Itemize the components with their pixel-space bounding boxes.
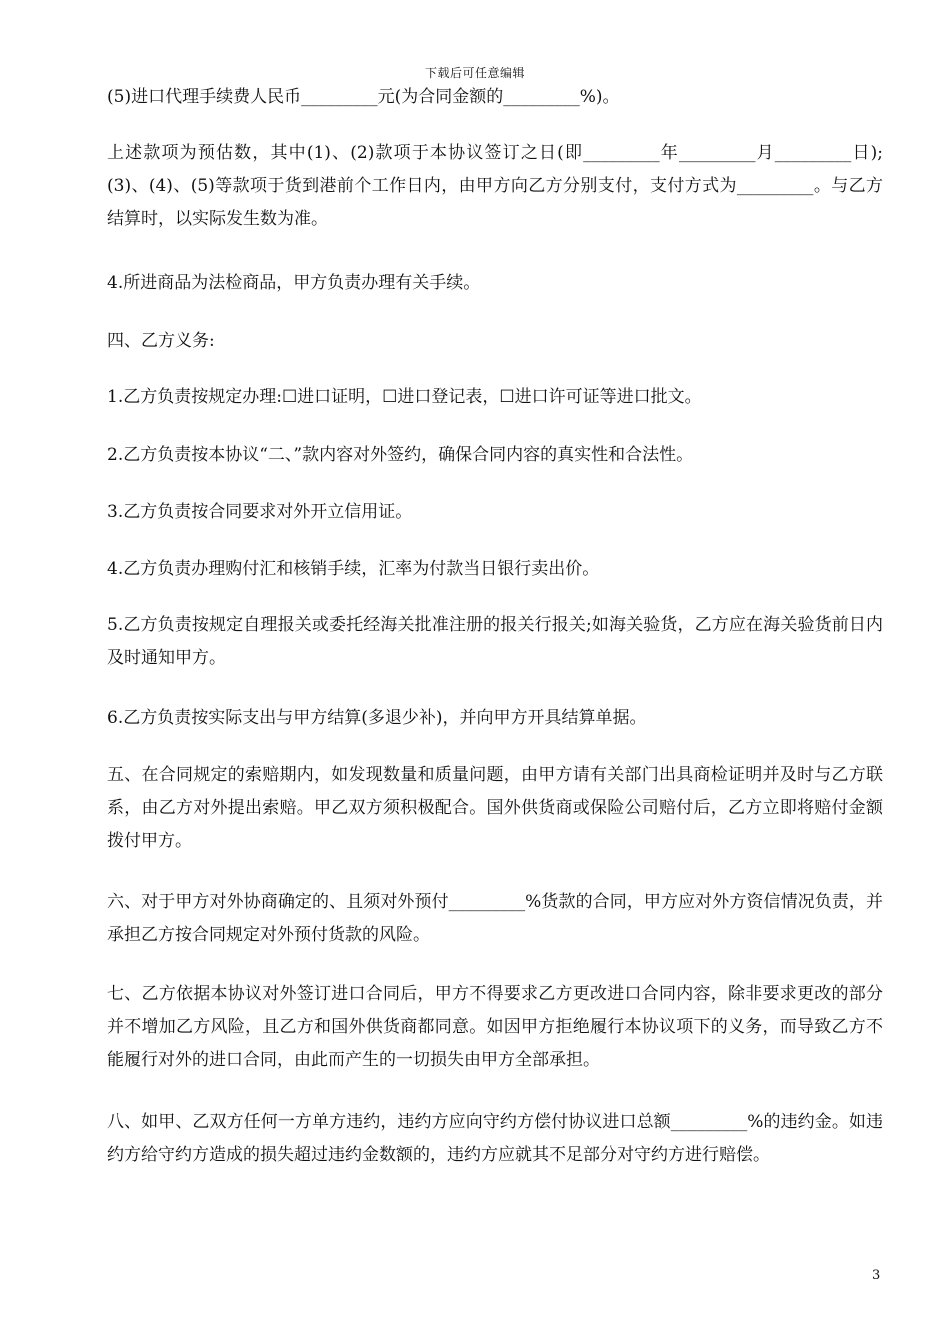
paragraph-inspection: 4.所进商品为法检商品，甲方负责办理有关手续。 — [107, 273, 481, 293]
paragraph-section-8: 八、如甲、乙双方任何一方单方违约，违约方应向守约方偿付协议进口总额_________%的违约金。如违约方给守约方造成的损失超过违约金数额的，违约方应就其不足部分对守约方进行赔偿。 — [107, 1112, 883, 1165]
paragraph-duty-4: 4.乙方负责办理购付汇和核销手续，汇率为付款当日银行卖出价。 — [107, 559, 600, 579]
page-header: 下载后可任意编辑 — [424, 66, 525, 80]
paragraph-duty-3: 3.乙方负责按合同要求对外开立信用证。 — [107, 502, 413, 522]
paragraph-fee: (5)进口代理手续费人民币_________元(为合同金额的_________%)。 — [107, 87, 620, 107]
paragraph-duty-6: 6.乙方负责按实际支出与甲方结算(多退少补)，并向甲方开具结算单据。 — [107, 708, 647, 728]
paragraph-duty-5: 5.乙方负责按规定自理报关或委托经海关批准注册的报关行报关;如海关验货，乙方应在海关验货前日内及时通知甲方。 — [107, 615, 883, 668]
paragraph-estimate: 上述款项为预估数，其中(1)、(2)款项于本协议签订之日(即_________年_________月_________日);(3)、(4)、(5)等款项于货到港前个工作日内，由甲方向乙方分别支付，支付方式为_________。与乙方结算时，以实际发生数为准。 — [107, 143, 883, 229]
page-number: 3 — [872, 1268, 881, 1283]
paragraph-duty-1: 1.乙方负责按规定办理:☐进口证明，☐进口登记表，☐进口许可证等进口批文。 — [107, 387, 702, 407]
paragraph-section-6: 六、对于甲方对外协商确定的、且须对外预付_________%货款的合同，甲方应对外方资信情况负责，并承担乙方按合同规定对外预付货款的风险。 — [107, 892, 883, 945]
section-heading-party-b-duties: 四、乙方义务: — [107, 331, 215, 351]
paragraph-duty-2: 2.乙方负责按本协议“二、”款内容对外签约，确保合同内容的真实性和合法性。 — [107, 445, 694, 465]
paragraph-section-7: 七、乙方依据本协议对外签订进口合同后，甲方不得要求乙方更改进口合同内容，除非要求更改的部分并不增加乙方风险，且乙方和国外供货商都同意。如因甲方拒绝履行本协议项下的义务，而导致乙方不能履行对外的进口合同，由此而产生的一切损失由甲方全部承担。 — [107, 984, 883, 1070]
paragraph-section-5: 五、在合同规定的索赔期内，如发现数量和质量问题，由甲方请有关部门出具商检证明并及时与乙方联系，由乙方对外提出索赔。甲乙双方须积极配合。国外供货商或保险公司赔付后，乙方立即将赔付金额拨付甲方。 — [107, 765, 883, 851]
